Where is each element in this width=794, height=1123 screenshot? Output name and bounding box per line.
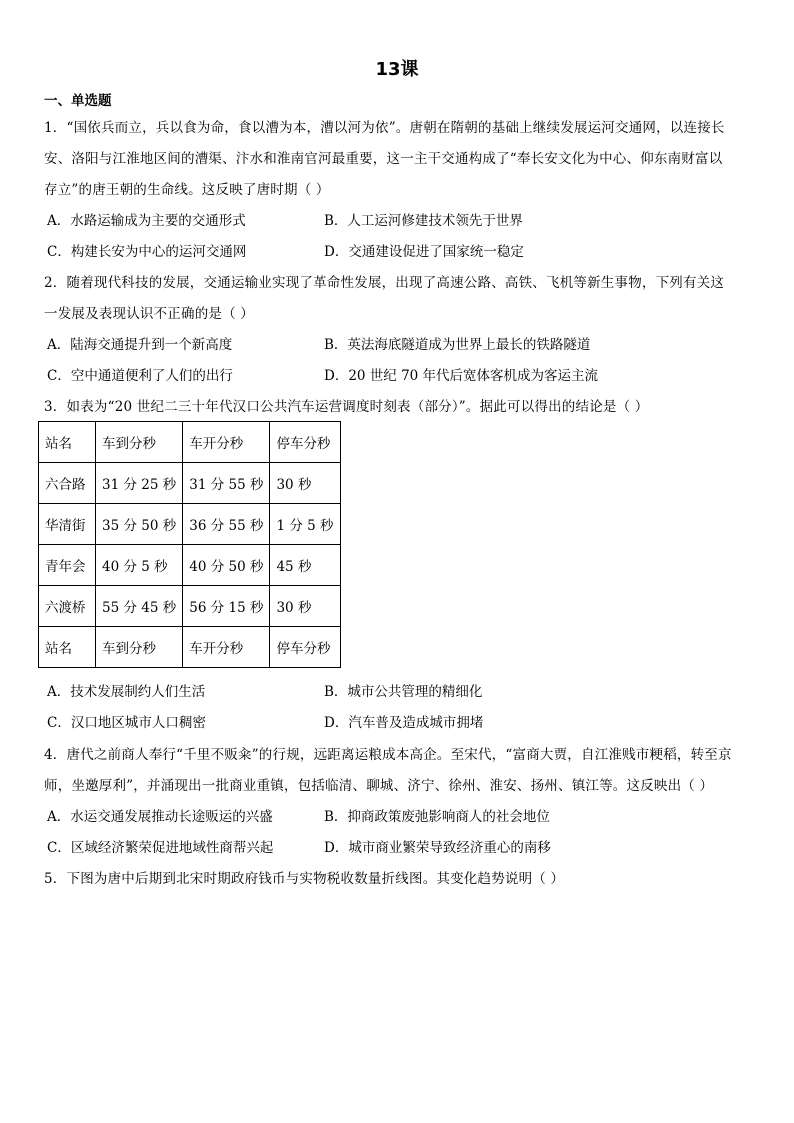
- question-2-option-c: C．空中通道便利了人们的出行: [47, 368, 233, 384]
- table-cell: 1 分 5 秒: [270, 504, 341, 545]
- table-cell: 六渡桥: [39, 586, 96, 627]
- table-cell: 车开分秒: [183, 422, 270, 463]
- question-3-option-b: B．城市公共管理的精细化: [324, 684, 483, 700]
- question-1-option-b: B．人工运河修建技术领先于世界: [324, 213, 523, 229]
- section-heading: 一、单选题: [44, 93, 112, 109]
- table-cell: 停车分秒: [270, 422, 341, 463]
- table-row: [39, 463, 341, 504]
- table-cell: 六合路: [39, 463, 96, 504]
- table-row: [39, 545, 341, 586]
- question-4-line-1: 4．唐代之前商人奉行“千里不贩籴”的行规，远距离运粮成本高企。至宋代，“富商大贾，自江淮贱市粳稻，转至京: [44, 747, 732, 763]
- table-cell: 31 分 55 秒: [183, 463, 270, 504]
- question-5-line-1: 5．下图为唐中后期到北宋时期政府钱币与实物税收数量折线图。其变化趋势说明（ ）: [44, 871, 565, 887]
- question-4-option-d: D．城市商业繁荣导致经济重心的南移: [324, 840, 551, 856]
- question-1-line-2: 安、洛阳与江淮地区间的漕渠、汴水和淮南官河最重要，这一主干交通构成了“奉长安文化为中心、仰东南财富以: [44, 151, 723, 167]
- page-title: 13课: [375, 59, 419, 80]
- table-row: [39, 586, 341, 627]
- question-3-option-a: A．技术发展制约人们生活: [47, 684, 206, 700]
- table-row: [39, 422, 341, 463]
- question-3-option-d: D．汽车普及造成城市拥堵: [324, 715, 484, 731]
- question-4-line-2: 师，坐邀厚利”，并涌现出一批商业重镇，包括临清、聊城、济宁、徐州、淮安、扬州、镇江等。这反映出（ ）: [44, 778, 714, 794]
- question-1-option-c: C．构建长安为中心的运河交通网: [47, 244, 247, 260]
- table-cell: 40 分 50 秒: [183, 545, 270, 586]
- question-1-line-1: 1．“国依兵而立，兵以食为命，食以漕为本，漕以河为依”。唐朝在隋朝的基础上继续发展运河交通网，以连接长: [44, 120, 725, 136]
- table-cell: 车到分秒: [96, 422, 183, 463]
- question-3-line-1: 3．如表为“20 世纪二三十年代汉口公共汽车运营调度时刻表（部分）”。据此可以得出的结论是（ ）: [44, 399, 649, 415]
- table-cell: 56 分 15 秒: [183, 586, 270, 627]
- table-cell: 车开分秒: [183, 627, 270, 668]
- table-cell: 站名: [39, 422, 96, 463]
- question-3-option-c: C．汉口地区城市人口稠密: [47, 715, 206, 731]
- table-cell: 31 分 25 秒: [96, 463, 183, 504]
- question-2-line-1: 2．随着现代科技的发展，交通运输业实现了革命性发展，出现了高速公路、高铁、飞机等新生事物，下列有关这: [44, 275, 725, 291]
- table-cell: 35 分 50 秒: [96, 504, 183, 545]
- question-1-option-a: A．水路运输成为主要的交通形式: [47, 213, 246, 229]
- table-cell: 华清街: [39, 504, 96, 545]
- table-row: [39, 504, 341, 545]
- question-4-option-c: C．区域经济繁荣促进地域性商帮兴起: [47, 840, 274, 856]
- question-2-option-d: D．20 世纪 70 年代后宽体客机成为客运主流: [324, 368, 599, 384]
- timetable: [38, 421, 341, 668]
- question-1-option-d: D．交通建设促进了国家统一稳定: [324, 244, 524, 260]
- question-1-line-3: 存立”的唐王朝的生命线。这反映了唐时期（ ）: [44, 182, 330, 198]
- table-cell: 车到分秒: [96, 627, 183, 668]
- question-4-option-a: A．水运交通发展推动长途贩运的兴盛: [47, 809, 273, 825]
- table-cell: 30 秒: [270, 586, 341, 627]
- table-cell: 45 秒: [270, 545, 341, 586]
- table-cell: 40 分 5 秒: [96, 545, 183, 586]
- table-cell: 青年会: [39, 545, 96, 586]
- table-row: [39, 627, 341, 668]
- question-2-option-b: B．英法海底隧道成为世界上最长的铁路隧道: [324, 337, 591, 353]
- table-cell: 36 分 55 秒: [183, 504, 270, 545]
- question-2-option-a: A．陆海交通提升到一个新高度: [47, 337, 233, 353]
- question-2-line-2: 一发展及表现认识不正确的是（ ）: [44, 306, 254, 322]
- table-cell: 55 分 45 秒: [96, 586, 183, 627]
- table-cell: 停车分秒: [270, 627, 341, 668]
- table-cell: 站名: [39, 627, 96, 668]
- question-4-option-b: B．抑商政策废弛影响商人的社会地位: [324, 809, 550, 825]
- table-cell: 30 秒: [270, 463, 341, 504]
